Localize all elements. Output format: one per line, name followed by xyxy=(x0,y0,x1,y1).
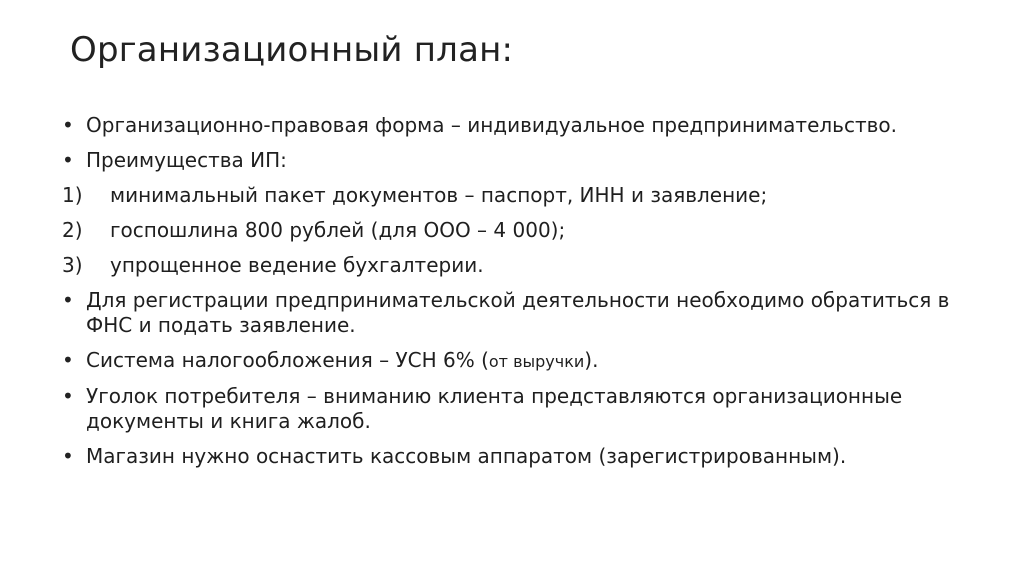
numbered-item xyxy=(62,253,962,278)
number-marker: 2) xyxy=(62,218,83,242)
bullet-marker: • xyxy=(62,113,74,137)
list-item-text: Организационно-правовая форма – индивидуальное предпринимательство. xyxy=(86,113,897,137)
list-item-text: Преимущества ИП: xyxy=(86,148,287,172)
tax-text-end: ). xyxy=(584,348,599,372)
tax-text-note: от выручки xyxy=(488,352,585,371)
bullet-marker: • xyxy=(62,444,74,468)
bullet-marker: • xyxy=(62,288,74,312)
list-item-text xyxy=(62,348,962,374)
number-marker: 1) xyxy=(62,183,83,207)
number-marker: 3) xyxy=(62,253,83,277)
slide-content xyxy=(62,113,962,479)
list-item-text: госпошлина 800 рублей (для ООО – 4 000); xyxy=(110,218,566,242)
list-item xyxy=(62,113,962,138)
bullet-marker: • xyxy=(62,384,74,408)
tax-text-main: Система налогообложения – УСН 6% ( xyxy=(86,348,489,372)
list-item xyxy=(62,148,962,173)
list-item xyxy=(62,288,962,338)
bullet-marker: • xyxy=(62,148,74,172)
list-item-text: Для регистрации предпринимательской деятельности необходимо обратиться в ФНС и подать заявление. xyxy=(86,288,950,337)
list-item-text: Магазин нужно оснастить кассовым аппаратом (зарегистрированным). xyxy=(86,444,847,468)
list-item xyxy=(62,444,962,469)
numbered-item xyxy=(62,218,962,243)
list-item-text: Уголок потребителя – вниманию клиента представляются организационные документы и книга жалоб. xyxy=(86,384,903,433)
bullet-marker: • xyxy=(62,348,74,372)
list-item xyxy=(62,348,962,374)
list-item-text: минимальный пакет документов – паспорт, ИНН и заявление; xyxy=(110,183,768,207)
numbered-item xyxy=(62,183,962,208)
slide-title: Организационный план: xyxy=(70,30,514,70)
list-item-text: упрощенное ведение бухгалтерии. xyxy=(110,253,484,277)
list-item xyxy=(62,384,962,434)
